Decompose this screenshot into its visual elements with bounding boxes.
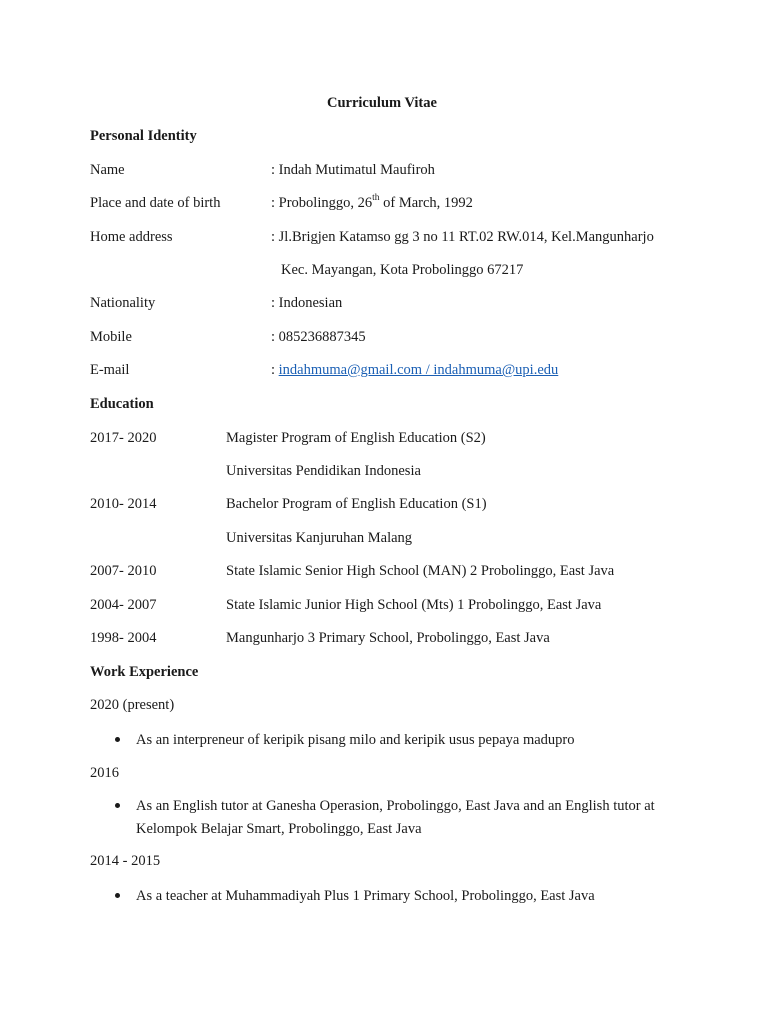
email-label: E-mail [90, 362, 130, 378]
email-link[interactable]: indahmuma@gmail.com / indahmuma@upi.edu [278, 362, 559, 378]
mobile-value: : 085236887345 [271, 329, 366, 345]
education-years: 1998- 2004 [90, 630, 157, 646]
work-item: As an interpreneur of keripik pisang milo and keripik usus pepaya madupro [136, 732, 575, 748]
birth-superscript: th [372, 193, 380, 204]
email-prefix: : [271, 362, 279, 378]
nationality-value: : Indonesian [271, 295, 343, 311]
education-years: 2010- 2014 [90, 496, 157, 512]
nationality-label: Nationality [90, 295, 156, 311]
bullet-icon [115, 737, 120, 742]
work-item: As an English tutor at Ganesha Operasion, Probolinggo, East Java and an English tutor at [136, 798, 655, 814]
name-label: Name [90, 162, 125, 178]
education-line: Bachelor Program of English Education (S1) [226, 496, 487, 512]
section-heading-education: Education [90, 396, 154, 412]
name-value: : Indah Mutimatul Maufiroh [271, 162, 435, 178]
section-heading-work: Work Experience [90, 664, 199, 680]
mobile-label: Mobile [90, 329, 132, 345]
education-line: Universitas Kanjuruhan Malang [226, 530, 413, 546]
work-period: 2020 (present) [90, 697, 175, 713]
education-years: 2017- 2020 [90, 430, 157, 446]
birth-label: Place and date of birth [90, 195, 221, 211]
work-item: As a teacher at Muhammadiyah Plus 1 Primary School, Probolinggo, East Java [136, 888, 595, 904]
section-heading-personal: Personal Identity [90, 128, 197, 144]
birth-suffix: of March, 1992 [379, 195, 473, 211]
education-line: Universitas Pendidikan Indonesia [226, 463, 421, 479]
address-label: Home address [90, 229, 173, 245]
education-years: 2007- 2010 [90, 563, 157, 579]
education-line: State Islamic Senior High School (MAN) 2 Probolinggo, East Java [226, 563, 615, 579]
email-value [271, 361, 558, 379]
page-title: Curriculum Vitae [327, 95, 437, 111]
education-line: State Islamic Junior High School (Mts) 1 Probolinggo, East Java [226, 597, 602, 613]
birth-prefix: : Probolinggo, 26 [271, 195, 373, 211]
education-line: Mangunharjo 3 Primary School, Probolinggo, East Java [226, 630, 550, 646]
education-line: Magister Program of English Education (S2) [226, 430, 486, 446]
work-period: 2014 - 2015 [90, 853, 161, 869]
education-years: 2004- 2007 [90, 597, 157, 613]
work-period: 2016 [90, 765, 119, 781]
address-line-1: : Jl.Brigjen Katamso gg 3 no 11 RT.02 RW.014, Kel.Mangunharjo [271, 229, 654, 245]
birth-value [271, 194, 473, 212]
bullet-icon [115, 803, 120, 808]
work-item-continuation: Kelompok Belajar Smart, Probolinggo, East Java [136, 821, 422, 837]
bullet-icon [115, 893, 120, 898]
address-line-2: Kec. Mayangan, Kota Probolinggo 67217 [281, 262, 524, 278]
